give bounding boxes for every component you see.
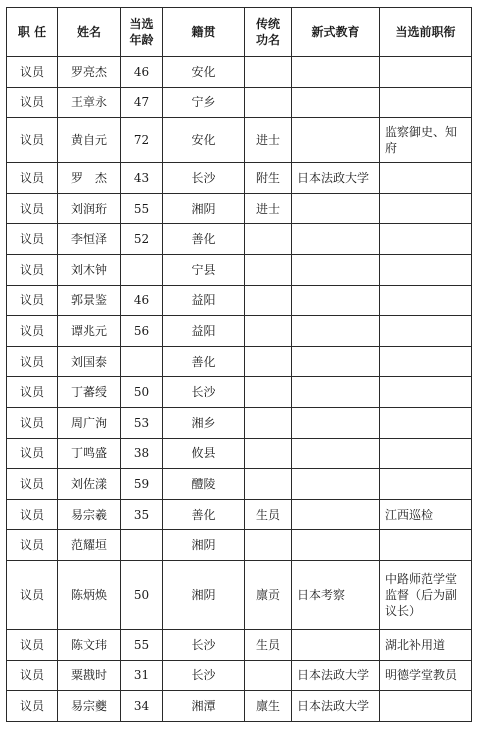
cell-position: 议员 (7, 224, 58, 255)
cell-modern-education (292, 316, 380, 347)
cell-prior-position (380, 469, 472, 500)
cell-modern-education (292, 407, 380, 438)
cell-age: 50 (121, 560, 163, 629)
cell-position: 议员 (7, 530, 58, 561)
cell-native-place: 善化 (163, 499, 245, 530)
cell-age: 47 (121, 87, 163, 118)
cell-age: 38 (121, 438, 163, 469)
table-row (7, 438, 472, 469)
cell-position: 议员 (7, 469, 58, 500)
cell-age: 72 (121, 118, 163, 163)
cell-name: 陈炳焕 (58, 560, 121, 629)
cell-traditional-title: 廪贡 (245, 560, 292, 629)
cell-position: 议员 (7, 499, 58, 530)
cell-prior-position: 湖北补用道 (380, 629, 472, 660)
cell-modern-education (292, 499, 380, 530)
cell-traditional-title: 生员 (245, 629, 292, 660)
cell-prior-position (380, 254, 472, 285)
table-row (7, 377, 472, 408)
cell-native-place: 长沙 (163, 377, 245, 408)
table-row (7, 499, 472, 530)
cell-native-place: 安化 (163, 57, 245, 88)
cell-prior-position: 中路师范学堂监督（后为副议长） (380, 560, 472, 629)
cell-name: 易宗夔 (58, 691, 121, 722)
cell-native-place: 宁县 (163, 254, 245, 285)
cell-prior-position (380, 224, 472, 255)
cell-name: 郭景鉴 (58, 285, 121, 316)
cell-position: 议员 (7, 407, 58, 438)
cell-native-place: 长沙 (163, 660, 245, 691)
cell-prior-position (380, 87, 472, 118)
cell-traditional-title (245, 87, 292, 118)
cell-modern-education: 日本法政大学 (292, 163, 380, 194)
cell-age (121, 530, 163, 561)
council-members-table (6, 7, 472, 722)
cell-native-place: 湘潭 (163, 691, 245, 722)
cell-native-place: 善化 (163, 224, 245, 255)
cell-traditional-title: 生员 (245, 499, 292, 530)
table-row (7, 629, 472, 660)
cell-position: 议员 (7, 560, 58, 629)
cell-prior-position (380, 316, 472, 347)
cell-prior-position (380, 377, 472, 408)
cell-name: 范耀垣 (58, 530, 121, 561)
cell-position: 议员 (7, 629, 58, 660)
cell-modern-education (292, 87, 380, 118)
cell-modern-education (292, 193, 380, 224)
cell-modern-education: 日本法政大学 (292, 660, 380, 691)
cell-age: 55 (121, 629, 163, 660)
cell-native-place: 安化 (163, 118, 245, 163)
cell-traditional-title (245, 254, 292, 285)
cell-name: 李恒泽 (58, 224, 121, 255)
header-age: 当选 年龄 (121, 8, 163, 57)
cell-position: 议员 (7, 285, 58, 316)
cell-name: 丁蕃绶 (58, 377, 121, 408)
cell-native-place: 长沙 (163, 629, 245, 660)
table-row (7, 560, 472, 629)
cell-native-place: 湘阴 (163, 530, 245, 561)
cell-prior-position (380, 530, 472, 561)
cell-name: 刘佐漾 (58, 469, 121, 500)
cell-modern-education (292, 438, 380, 469)
cell-age: 46 (121, 57, 163, 88)
cell-native-place: 湘阴 (163, 193, 245, 224)
cell-age: 35 (121, 499, 163, 530)
cell-modern-education: 日本考察 (292, 560, 380, 629)
cell-traditional-title: 进士 (245, 118, 292, 163)
cell-prior-position: 江西巡检 (380, 499, 472, 530)
cell-age: 46 (121, 285, 163, 316)
cell-position: 议员 (7, 57, 58, 88)
cell-name: 易宗羲 (58, 499, 121, 530)
cell-modern-education (292, 377, 380, 408)
cell-prior-position (380, 57, 472, 88)
cell-name: 黄自元 (58, 118, 121, 163)
cell-traditional-title (245, 57, 292, 88)
cell-modern-education (292, 530, 380, 561)
table-row (7, 285, 472, 316)
cell-traditional-title (245, 316, 292, 347)
table-row (7, 163, 472, 194)
cell-age: 50 (121, 377, 163, 408)
cell-name: 周广洵 (58, 407, 121, 438)
cell-age: 43 (121, 163, 163, 194)
cell-age: 56 (121, 316, 163, 347)
header-native-place: 籍贯 (163, 8, 245, 57)
cell-age: 55 (121, 193, 163, 224)
table-row (7, 224, 472, 255)
header-modern-education: 新式教育 (292, 8, 380, 57)
cell-name: 罗亮杰 (58, 57, 121, 88)
table-row (7, 118, 472, 163)
cell-position: 议员 (7, 193, 58, 224)
table-row (7, 57, 472, 88)
cell-position: 议员 (7, 254, 58, 285)
cell-prior-position (380, 285, 472, 316)
cell-traditional-title (245, 438, 292, 469)
cell-age: 52 (121, 224, 163, 255)
table-row (7, 407, 472, 438)
cell-native-place: 湘乡 (163, 407, 245, 438)
cell-name: 刘国泰 (58, 346, 121, 377)
cell-position: 议员 (7, 346, 58, 377)
table-row (7, 193, 472, 224)
cell-age: 31 (121, 660, 163, 691)
cell-age (121, 346, 163, 377)
cell-native-place: 湘阴 (163, 560, 245, 629)
table-row (7, 660, 472, 691)
cell-modern-education (292, 469, 380, 500)
cell-traditional-title: 廪生 (245, 691, 292, 722)
header-name: 姓名 (58, 8, 121, 57)
cell-traditional-title (245, 407, 292, 438)
cell-modern-education (292, 224, 380, 255)
table-row (7, 254, 472, 285)
cell-age: 59 (121, 469, 163, 500)
cell-traditional-title (245, 660, 292, 691)
cell-age: 53 (121, 407, 163, 438)
cell-traditional-title (245, 530, 292, 561)
cell-prior-position: 明德学堂教员 (380, 660, 472, 691)
header-prior-position: 当选前职衔 (380, 8, 472, 57)
cell-modern-education (292, 118, 380, 163)
cell-prior-position (380, 407, 472, 438)
cell-traditional-title (245, 377, 292, 408)
cell-name: 粟戡时 (58, 660, 121, 691)
cell-name: 王章永 (58, 87, 121, 118)
cell-modern-education (292, 346, 380, 377)
table-body (7, 57, 472, 722)
cell-native-place: 宁乡 (163, 87, 245, 118)
header-position: 职 任 (7, 8, 58, 57)
cell-native-place: 善化 (163, 346, 245, 377)
table-row (7, 530, 472, 561)
cell-name: 刘木钟 (58, 254, 121, 285)
cell-position: 议员 (7, 438, 58, 469)
cell-prior-position (380, 691, 472, 722)
cell-native-place: 益阳 (163, 316, 245, 347)
cell-prior-position: 监察御史、知府 (380, 118, 472, 163)
cell-position: 议员 (7, 316, 58, 347)
header-traditional-title: 传统 功名 (245, 8, 292, 57)
cell-traditional-title (245, 285, 292, 316)
cell-name: 罗 杰 (58, 163, 121, 194)
table-row (7, 87, 472, 118)
cell-native-place: 攸县 (163, 438, 245, 469)
cell-name: 刘润珩 (58, 193, 121, 224)
cell-traditional-title (245, 346, 292, 377)
table-header-row (7, 8, 472, 57)
cell-native-place: 醴陵 (163, 469, 245, 500)
cell-prior-position (380, 438, 472, 469)
cell-position: 议员 (7, 87, 58, 118)
cell-prior-position (380, 193, 472, 224)
cell-native-place: 长沙 (163, 163, 245, 194)
cell-name: 陈文玮 (58, 629, 121, 660)
table-row (7, 316, 472, 347)
cell-position: 议员 (7, 163, 58, 194)
cell-modern-education (292, 57, 380, 88)
cell-position: 议员 (7, 118, 58, 163)
table-row (7, 691, 472, 722)
cell-name: 丁鸣盛 (58, 438, 121, 469)
cell-modern-education (292, 285, 380, 316)
table-row (7, 469, 472, 500)
cell-age: 34 (121, 691, 163, 722)
cell-age (121, 254, 163, 285)
cell-modern-education: 日本法政大学 (292, 691, 380, 722)
cell-prior-position (380, 163, 472, 194)
cell-name: 谭兆元 (58, 316, 121, 347)
cell-modern-education (292, 629, 380, 660)
cell-traditional-title: 附生 (245, 163, 292, 194)
cell-position: 议员 (7, 377, 58, 408)
cell-traditional-title (245, 224, 292, 255)
cell-prior-position (380, 346, 472, 377)
cell-position: 议员 (7, 660, 58, 691)
cell-native-place: 益阳 (163, 285, 245, 316)
cell-position: 议员 (7, 691, 58, 722)
cell-modern-education (292, 254, 380, 285)
cell-traditional-title (245, 469, 292, 500)
table-row (7, 346, 472, 377)
cell-traditional-title: 进士 (245, 193, 292, 224)
